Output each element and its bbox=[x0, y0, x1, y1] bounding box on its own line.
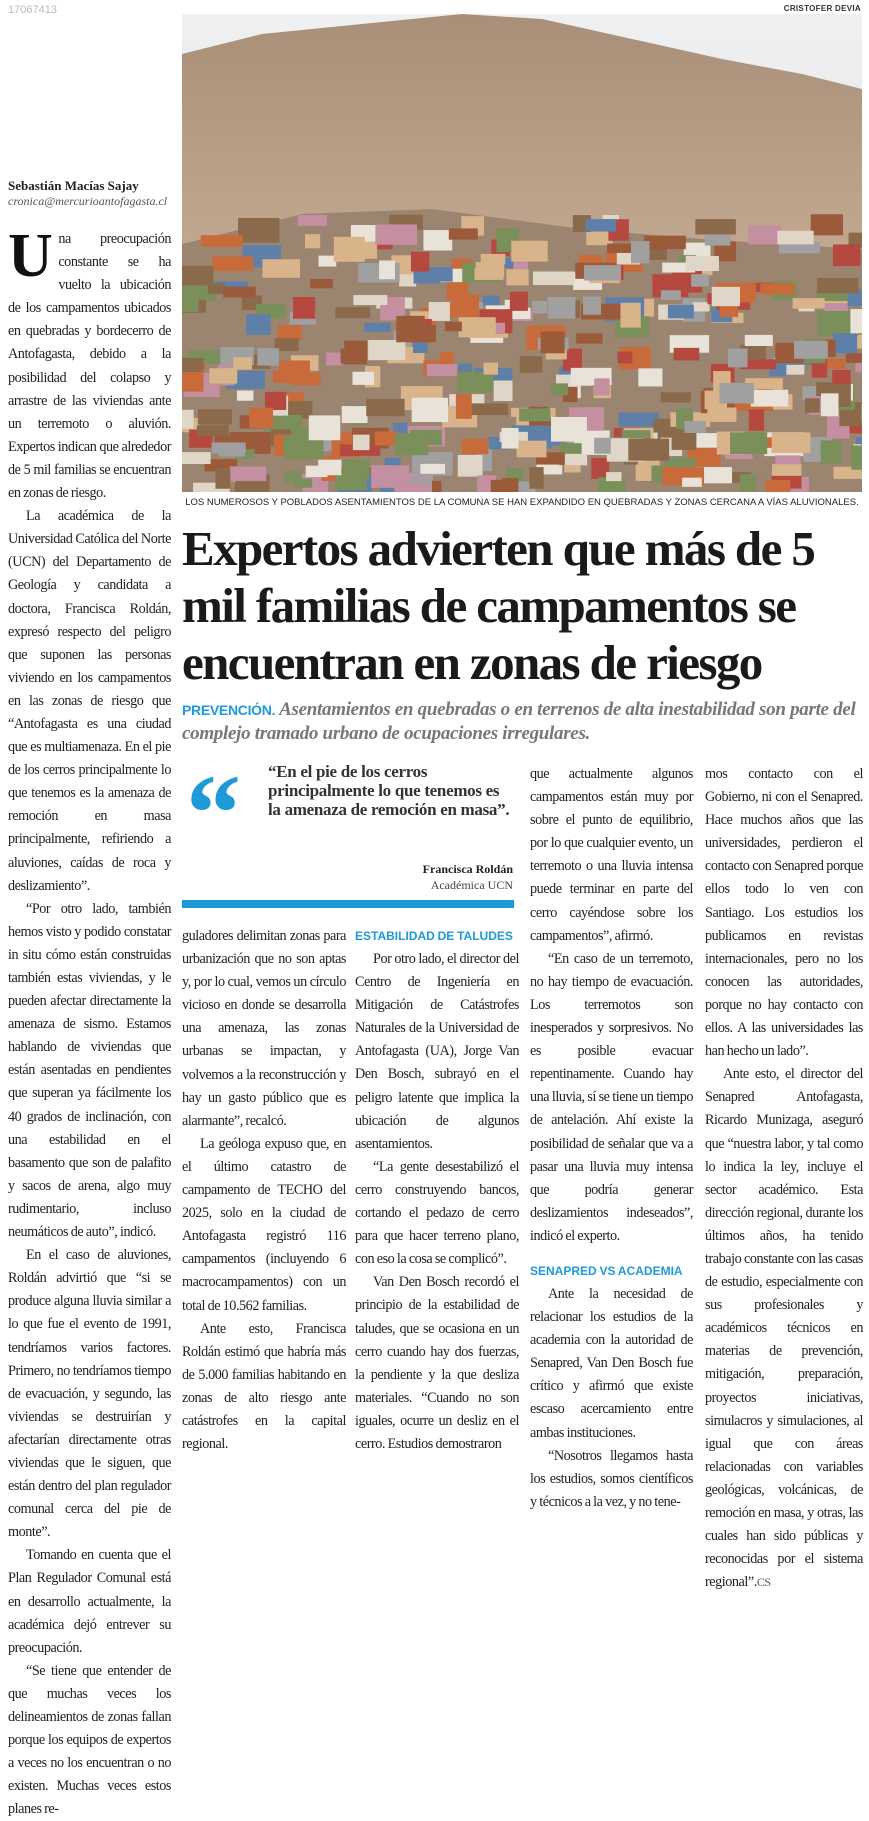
house-shape bbox=[712, 287, 740, 306]
deck bbox=[182, 698, 862, 746]
house-shape bbox=[510, 292, 528, 311]
author-name: Sebastián Macías Sajay bbox=[8, 178, 173, 194]
house-shape bbox=[198, 409, 232, 424]
paragraph: que actualmente algunos campamentos están muy por sobre el punto de equilibrio, por lo que cualquier evento, un terremoto o una lluvia intensa puede terminar en parte del cerro cayéndose sobre los campamentos”, afirmó. bbox=[530, 763, 693, 948]
house-shape bbox=[352, 372, 374, 385]
house-shape bbox=[395, 433, 429, 455]
end-mark: CS bbox=[757, 1575, 771, 1589]
quote-mark-icon: “ bbox=[186, 758, 241, 868]
house-shape bbox=[284, 471, 301, 483]
house-shape bbox=[576, 333, 602, 343]
dropcap: U bbox=[8, 231, 52, 281]
deck-text: Asentamientos en quebradas o en terrenos de alta inestabilidad son parte del complejo tramado urbano de ocupaciones irregulares. bbox=[182, 699, 855, 744]
house-shape bbox=[668, 305, 694, 319]
subhead: ESTABILIDAD DE TALUDES bbox=[355, 925, 519, 948]
deck-kicker: PREVENCIÓN. bbox=[182, 702, 275, 718]
house-shape bbox=[832, 370, 850, 384]
house-shape bbox=[257, 348, 279, 365]
house-shape bbox=[182, 410, 194, 429]
house-shape bbox=[730, 432, 767, 454]
paragraph: “Por otro lado, también hemos visto y podido constatar in situ cómo están construidas también estas viviendas, y le pueden afectar directamente la amenaza de sismo. Estamos hablando de viviendas que están asentadas en pendientes que superan ya fácilmente los 40 grados de inclinación, con una estabilidad en el basamento que son de palafito y sacos de arena, algo muy rudimentario, incluso neumáticos de auto”, indicó. bbox=[8, 898, 171, 1244]
house-shape bbox=[230, 466, 266, 481]
house-shape bbox=[821, 440, 842, 463]
house-shape bbox=[238, 218, 279, 243]
house-shape bbox=[517, 441, 547, 458]
paragraph: guladores delimitan zonas para urbanización que no son aptas y, por lo cual, vemos un círculo vicioso en donde se desarrolla una amenaza, las zonas urbanas se impactan, y volvemos a la reconstrucción y hay un gasto público que es alarmante”, recalcó. bbox=[182, 925, 346, 1133]
paragraph: La geóloga expuso que, en el último catastro de campamento de TECHO del 2025, solo en la ciudad de Antofagasta registró 116 campamentos (incluyendo 6 macrocampamentos) con un total de 10.562 familias. bbox=[182, 1133, 346, 1318]
watermark: 17067413 bbox=[8, 4, 57, 16]
paragraph: na preocupación constante se ha vuelto la ubicación de los campamentos ubicados en quebradas y bordecerro de Antofagasta, debido a la posibilidad del colapso y arrastre de las viviendas ante un terremoto o aluvión. Expertos indican que alrededor de 5 mil familias se encuentran en zonas de riesgo. bbox=[8, 228, 171, 505]
house-shape bbox=[682, 478, 702, 487]
house-shape bbox=[850, 309, 862, 333]
house-shape bbox=[431, 267, 452, 281]
house-shape bbox=[182, 372, 204, 392]
house-shape bbox=[182, 452, 211, 464]
house-shape bbox=[371, 465, 409, 488]
house-shape bbox=[644, 236, 686, 250]
house-shape bbox=[249, 408, 273, 428]
house-shape bbox=[334, 237, 365, 262]
house-shape bbox=[335, 307, 370, 318]
house-shape bbox=[565, 454, 587, 465]
house-shape bbox=[793, 298, 825, 308]
house-shape bbox=[458, 455, 483, 477]
column-4 bbox=[530, 763, 693, 1514]
house-shape bbox=[483, 296, 500, 306]
house-shape bbox=[364, 323, 390, 332]
paragraph: mos contacto con el Gobierno, ni con el Senapred. Hace muchos años que las universidades, perdieron el contacto con Senapred porque ellos todo lo ven con Santiago. Los estudios los publicamos en revistas internacionales, pero no los conocen las autoridades, porque no hay contacto con ellos. A las universidades las han hecho un lado”. bbox=[705, 763, 863, 1063]
house-shape bbox=[794, 341, 828, 359]
house-shape bbox=[368, 340, 405, 360]
house-shape bbox=[821, 393, 838, 416]
house-shape bbox=[502, 428, 519, 449]
author-email[interactable]: cronica@mercurioantofagasta.cl bbox=[8, 194, 173, 209]
house-shape bbox=[541, 332, 565, 354]
house-shape bbox=[293, 297, 315, 319]
house-shape bbox=[618, 352, 633, 364]
house-shape bbox=[353, 435, 370, 450]
house-shape bbox=[674, 348, 700, 361]
house-shape bbox=[396, 316, 424, 326]
house-shape bbox=[420, 464, 445, 474]
paragraph: Ante la necesidad de relacionar los estudios de la academia con la autoridad de Senapred, Van Den Bosch fue crítico y afirmó que existe escaso acercamiento entre ambas instituciones. bbox=[530, 1283, 693, 1445]
house-shape bbox=[817, 278, 858, 293]
house-shape bbox=[833, 244, 860, 266]
house-shape bbox=[584, 265, 621, 280]
house-shape bbox=[197, 425, 229, 436]
house-shape bbox=[583, 296, 601, 314]
house-shape bbox=[456, 394, 472, 419]
house-shape bbox=[237, 391, 254, 401]
house-shape bbox=[341, 349, 366, 364]
paragraph: “En caso de un terremoto, no hay tiempo de evacuación. Los terremotos son inesperados y sorpresivos. No es posible evacuar repentinamente. Cuando hay una lluvia, sí se tiene un tiempo de antelación. Ahí existe la posibilidad de señalar que va a pasar una lluvia muy intensa que podría generar deslizamientos indeseados”, indicó el experto. bbox=[530, 948, 693, 1248]
house-shape bbox=[494, 381, 513, 401]
house-shape bbox=[749, 410, 764, 431]
house-shape bbox=[748, 225, 781, 244]
house-shape bbox=[520, 356, 543, 373]
paragraph bbox=[705, 1063, 863, 1594]
house-shape bbox=[427, 364, 457, 376]
house-shape bbox=[511, 241, 547, 262]
house-shape bbox=[547, 297, 575, 319]
house-shape bbox=[529, 467, 543, 489]
house-shape bbox=[429, 302, 450, 321]
house-shape bbox=[262, 259, 300, 278]
house-shape bbox=[833, 333, 857, 353]
house-shape bbox=[215, 468, 230, 489]
house-shape bbox=[182, 358, 203, 372]
subhead: SENAPRED VS ACADEMIA bbox=[530, 1260, 693, 1283]
house-shape bbox=[606, 472, 621, 481]
paragraph: “La gente desestabilizó el cerro construyendo bancos, cortando el pedazo de cerro para que hacer terreno plano, con eso la cosa se complicó”. bbox=[355, 1156, 519, 1271]
house-shape bbox=[246, 314, 270, 335]
photo-caption: LOS NUMEROSOS Y POBLADOS ASENTAMIENTOS DE LA COMUNA SE HAN EXPANDIDO EN QUEBRADAS Y ZONAS CERCANA A VÍAS ALUVIONALES. bbox=[182, 497, 862, 508]
house-shape bbox=[375, 224, 417, 244]
paragraph: Van Den Bosch recordó el principio de la estabilidad de taludes, que se ocasiona en un cerro cuando hay dos fuerzas, la pendiente y la que desliza materiales. “Cuando no son iguales, ocurre un desliz en el cerro. Estudios demostraron bbox=[355, 1271, 519, 1456]
paragraph: Ante esto, Francisca Roldán estimó que habría más de 5.000 familias habitando en zonas de alto riesgo ante catástrofes en la capital regional. bbox=[182, 1318, 346, 1457]
hillside-settlement-image bbox=[182, 14, 862, 492]
house-shape bbox=[396, 325, 436, 342]
paragraph: La académica de la Universidad Católica del Norte (UCN) del Departamento de Geología y candidata a doctora, Francisca Roldán, expresó respecto del peligro que suponen las personas viviendo en los campamentos en las zonas de riesgo que “Antofagasta es una ciudad que es multiamenaza. En el pie de los cerros principalmente lo que tenemos es la amenaza de remoción en masa principalmente, refiriendo a aluviones, caídas de roca y deslizamiento”. bbox=[8, 505, 171, 898]
pullquote-name: Francisca Roldán bbox=[423, 862, 513, 877]
house-shape bbox=[620, 303, 640, 328]
house-shape bbox=[212, 256, 253, 270]
house-shape bbox=[201, 235, 243, 247]
house-shape bbox=[449, 228, 478, 239]
house-shape bbox=[506, 269, 528, 285]
house-shape bbox=[766, 480, 791, 492]
house-shape bbox=[772, 433, 811, 453]
house-shape bbox=[474, 268, 503, 280]
house-shape bbox=[751, 390, 789, 407]
house-shape bbox=[411, 252, 429, 272]
house-shape bbox=[519, 408, 550, 421]
article-photo bbox=[182, 14, 862, 492]
house-shape bbox=[661, 392, 691, 402]
house-shape bbox=[298, 215, 327, 226]
house-shape bbox=[353, 295, 387, 305]
house-shape bbox=[292, 372, 320, 385]
house-shape bbox=[691, 274, 709, 287]
house-shape bbox=[335, 473, 366, 490]
house-shape bbox=[440, 352, 454, 364]
house-shape bbox=[502, 478, 518, 492]
house-shape bbox=[423, 230, 452, 250]
house-shape bbox=[318, 460, 341, 476]
house-shape bbox=[594, 438, 611, 454]
house-shape bbox=[483, 363, 498, 375]
paragraph: En el caso de aluviones, Roldán advirtió que “si se produce alguna lluvia similar a lo que fue el evento de 1991, tendríamos varios factores. Primero, no tendríamos tiempo de evacuación, y segundo, las viviendas se destruirían y afectarían directamente otras viviendas que le siguen, que están dentro del plan regulador comunal cerca del pie de monte”. bbox=[8, 1244, 171, 1544]
house-shape bbox=[684, 421, 705, 433]
house-shape bbox=[305, 234, 320, 248]
house-shape bbox=[278, 325, 302, 340]
house-shape bbox=[182, 290, 199, 312]
byline bbox=[8, 178, 173, 209]
house-shape bbox=[811, 214, 843, 235]
house-shape bbox=[638, 368, 662, 386]
house-shape bbox=[777, 231, 813, 245]
house-shape bbox=[740, 474, 756, 492]
house-shape bbox=[585, 219, 616, 231]
house-shape bbox=[805, 398, 820, 412]
house-shape bbox=[412, 398, 448, 422]
house-shape bbox=[851, 445, 862, 469]
column-2 bbox=[182, 925, 346, 1456]
house-shape bbox=[326, 352, 342, 365]
house-shape bbox=[628, 439, 669, 461]
house-shape bbox=[459, 317, 496, 337]
column-3 bbox=[355, 925, 519, 1456]
house-shape bbox=[468, 403, 508, 415]
house-shape bbox=[318, 256, 336, 267]
house-shape bbox=[551, 417, 587, 442]
house-shape bbox=[760, 283, 794, 294]
paragraph: “Se tiene que entender de que muchas veces los delineamientos de zonas fallan porque los equipos de expertos a veces no los encuentran o no existen. Muchas veces estos planes re- bbox=[8, 1660, 171, 1821]
pullquote-role: Académica UCN bbox=[431, 878, 513, 893]
column-5 bbox=[705, 763, 863, 1594]
house-shape bbox=[533, 271, 574, 285]
house-shape bbox=[212, 443, 246, 454]
house-shape bbox=[661, 290, 681, 300]
house-shape bbox=[453, 294, 479, 317]
paragraph: “Nosotros llegamos hasta los estudios, somos científicos y técnicos a la vez, y no tene- bbox=[530, 1445, 693, 1514]
house-shape bbox=[209, 368, 237, 383]
house-shape bbox=[745, 335, 773, 346]
pullquote bbox=[182, 762, 517, 896]
house-shape bbox=[366, 399, 404, 416]
divider-bar bbox=[182, 900, 514, 908]
column-1 bbox=[8, 228, 171, 1821]
house-shape bbox=[342, 406, 368, 423]
house-shape bbox=[707, 408, 736, 422]
house-shape bbox=[846, 353, 862, 363]
house-shape bbox=[695, 219, 735, 234]
house-shape bbox=[379, 261, 395, 280]
house-shape bbox=[594, 378, 609, 395]
house-shape bbox=[462, 439, 489, 454]
paragraph: Por otro lado, el director del Centro de Ingeniería en Mitigación de Catástrofes Naturales de la Universidad de Antofagasta (UA), Jorge Van Den Bosch, subrayó en el peligro latente que implica la ubicación de algunos asentamientos. bbox=[355, 948, 519, 1156]
house-shape bbox=[445, 322, 462, 331]
house-shape bbox=[618, 413, 659, 427]
house-shape bbox=[631, 241, 650, 263]
house-shape bbox=[310, 279, 333, 288]
house-shape bbox=[265, 392, 286, 410]
house-shape bbox=[719, 383, 753, 403]
paragraph: Tomando en cuenta que el Plan Regulador Comunal está en desarrollo actualmente, la académica dejó entrever su preocupación. bbox=[8, 1544, 171, 1659]
house-shape bbox=[686, 256, 719, 271]
house-shape bbox=[233, 357, 252, 369]
headline: Expertos advierten que más de 5 mil familias de campamentos se encuentran en zonas de riesgo bbox=[182, 520, 867, 691]
house-shape bbox=[551, 383, 568, 395]
house-shape bbox=[223, 287, 256, 298]
house-shape bbox=[728, 349, 748, 368]
photo-credit: CRISTOFER DEVIA bbox=[784, 4, 861, 13]
house-shape bbox=[457, 372, 493, 393]
house-shape bbox=[182, 266, 213, 286]
pullquote-text: “En el pie de los cerros principalmente lo que tenemos es la amenaza de remoción en masa”. bbox=[268, 762, 513, 819]
paragraph-text: Ante esto, el director del Senapred Antofagasta, Ricardo Munizaga, aseguró que “nuestra labor, y tal como lo indica la ley, incluye el sector académico. Esta dirección regional, durante los últimos años, ha tenido trabajo constante con las casas de estudio, especialmente con sus profesionales y académicos técnicos en materias de prevención, mitigación, preparación, proyectos iniciativas, simulacros y simulaciones, al igual que con áreas relacionadas con variables geológicas, volcánicas, de remoción en masa, y otras, las cuales han sido públicas y reconocidas por el sistema regional”. bbox=[705, 1066, 863, 1590]
house-shape bbox=[693, 302, 710, 311]
house-shape bbox=[279, 360, 310, 371]
house-shape bbox=[309, 415, 341, 440]
